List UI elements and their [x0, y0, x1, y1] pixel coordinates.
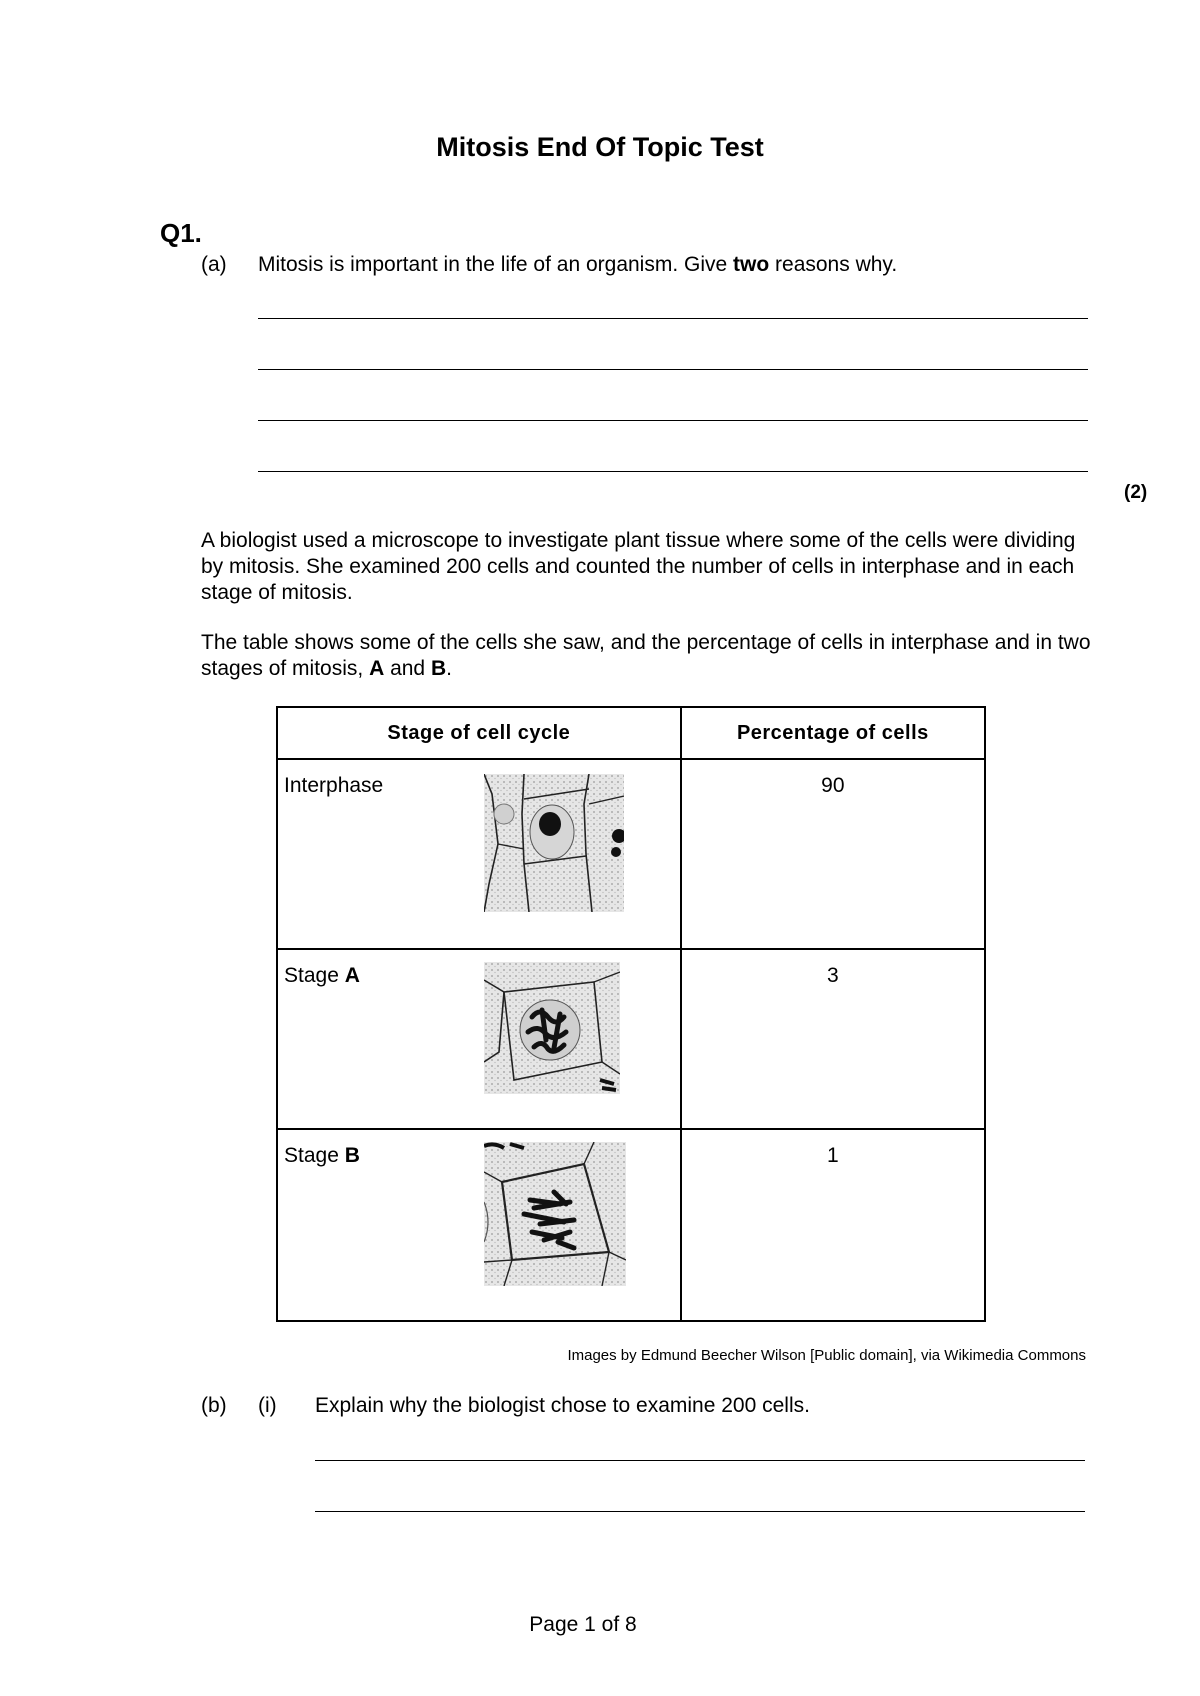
answer-line[interactable]	[258, 318, 1088, 319]
part-a-emphasis: two	[733, 253, 770, 276]
stage-cell	[277, 1129, 681, 1321]
part-b-label: (b)	[201, 1394, 227, 1417]
table-intro-text: The table shows some of the cells she saw, and the percentage of cells in interphase and in two stages of mitosis,	[201, 631, 1091, 680]
stage-label	[284, 964, 360, 988]
stage-text: Interphase	[284, 774, 384, 797]
answer-line[interactable]	[315, 1511, 1085, 1512]
header-stage: Stage of cell cycle	[277, 707, 681, 759]
marks-a: (2)	[1124, 482, 1148, 503]
stage-cell	[277, 949, 681, 1129]
answer-line[interactable]	[258, 471, 1088, 472]
answer-line[interactable]	[258, 369, 1088, 370]
metaphase-cell-micrograph	[484, 1142, 626, 1286]
part-a-text: Mitosis is important in the life of an organism. Give	[258, 253, 734, 276]
table-intro-and: and	[384, 657, 431, 680]
stage-text: Stage	[284, 964, 345, 987]
page-footer: Page 1 of 8	[529, 1613, 637, 1636]
question-number: Q1.	[160, 218, 202, 248]
part-a-label: (a)	[201, 253, 227, 276]
percentage-cell: 1	[681, 1129, 985, 1321]
answer-line[interactable]	[258, 420, 1088, 421]
page-title: Mitosis End Of Topic Test	[436, 132, 764, 162]
stage-cell	[277, 759, 681, 949]
stage-label	[284, 774, 383, 798]
interphase-cell-micrograph	[484, 774, 624, 912]
prophase-cell-micrograph	[484, 962, 620, 1094]
table-row	[277, 949, 985, 1129]
stage-letter: A	[344, 964, 360, 987]
part-a-question	[258, 252, 1058, 278]
part-a-text-end: reasons why.	[769, 253, 898, 276]
table-intro-paragraph	[201, 630, 1091, 682]
header-percentage: Percentage of cells	[681, 707, 985, 759]
answer-line[interactable]	[315, 1460, 1085, 1461]
stage-a-ref: A	[369, 657, 385, 680]
part-b-sub-label: (i)	[258, 1394, 277, 1417]
stages-table	[276, 706, 986, 1322]
stage-text: Stage	[284, 1144, 345, 1167]
table-row	[277, 1129, 985, 1321]
stage-b-ref: B	[430, 657, 447, 680]
part-b-question: Explain why the biologist chose to examine 200 cells.	[315, 1394, 810, 1417]
stage-label	[284, 1144, 360, 1168]
percentage-cell: 3	[681, 949, 985, 1129]
percentage-cell: 90	[681, 759, 985, 949]
table-row	[277, 759, 985, 949]
stage-letter: B	[344, 1144, 360, 1167]
table-intro-end: .	[446, 657, 452, 680]
intro-paragraph: A biologist used a microscope to investigate plant tissue where some of the cells were dividing by mitosis. She examined 200 cells and counted the number of cells in interphase and in each stage of mitosis.	[201, 529, 1076, 604]
image-credit: Images by Edmund Beecher Wilson [Public domain], via Wikimedia Commons	[567, 1347, 1086, 1364]
